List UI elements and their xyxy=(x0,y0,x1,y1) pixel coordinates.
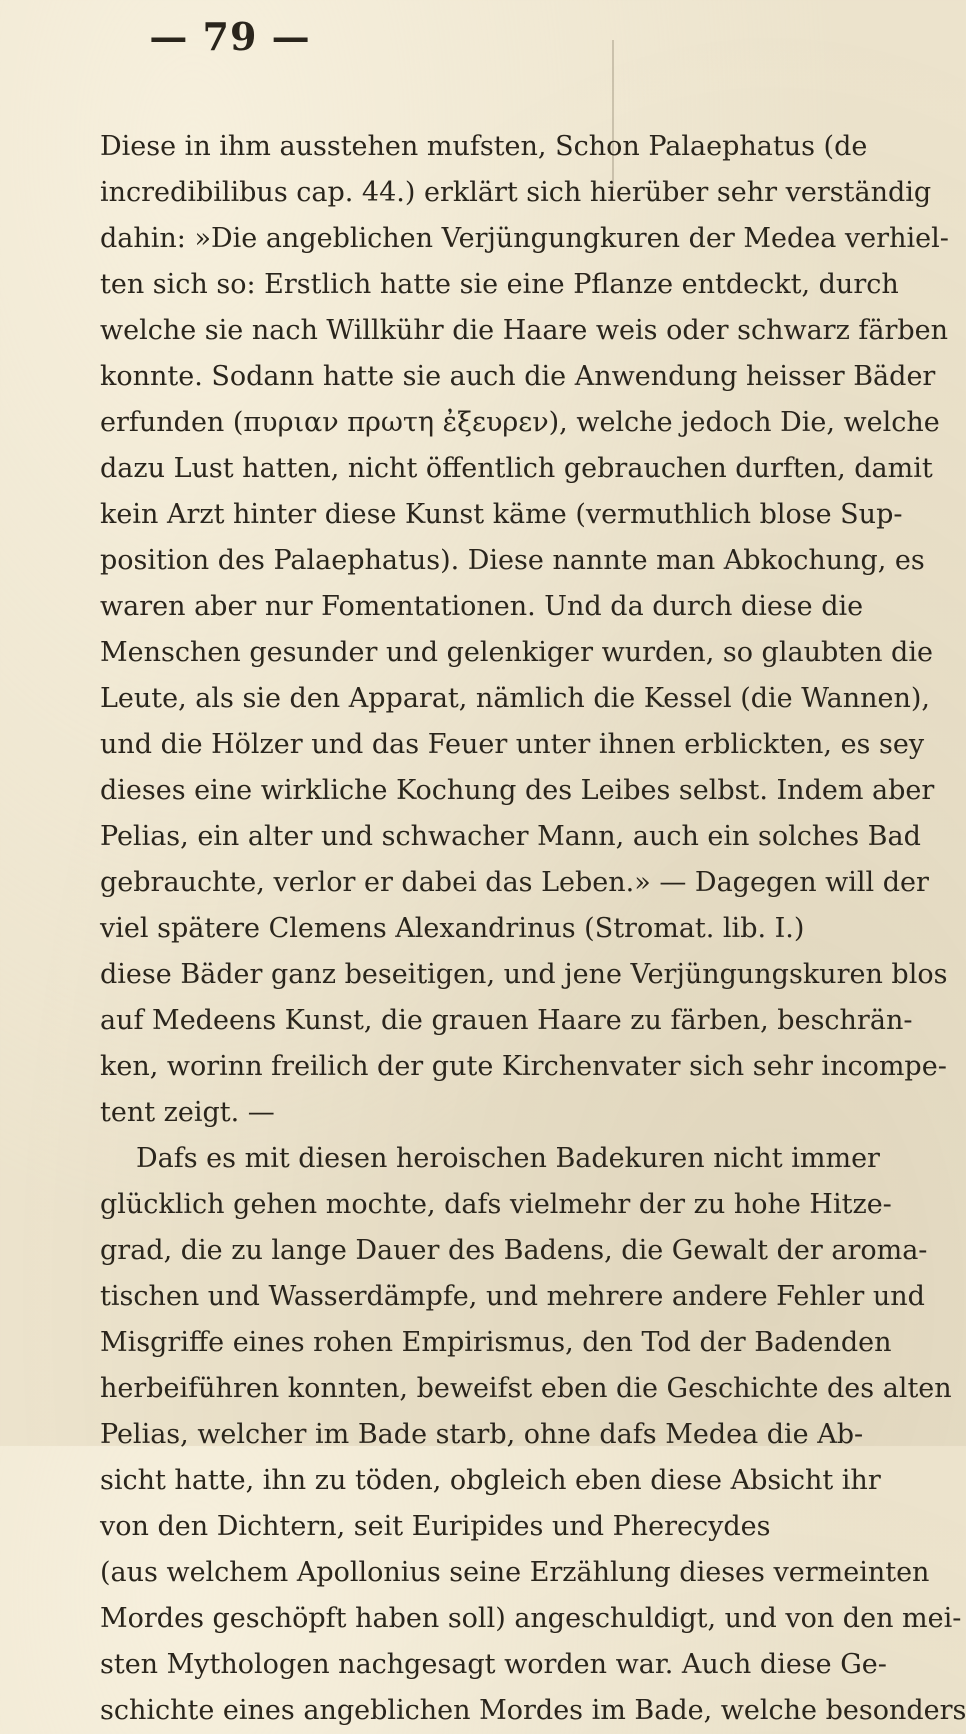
text-line: herbeiführen konnten, beweifst eben die Geschichte des alten xyxy=(100,1373,952,1404)
text-line: schichte eines angeblichen Mordes im Bade, welche besonders xyxy=(100,1695,966,1726)
page-number: — 79 — xyxy=(149,14,311,59)
text-line: von den Dichtern, seit Euripides und Pherecydes xyxy=(100,1511,771,1542)
text-line: Pelias, ein alter und schwacher Mann, auch ein solches Bad xyxy=(100,821,921,852)
text-line: Mordes geschöpft haben soll) angeschuldigt, und von den mei- xyxy=(100,1603,962,1634)
text-line: gebrauchte, verlor er dabei das Leben.» — Dagegen will der xyxy=(100,867,929,898)
text-line: Pelias, welcher im Bade starb, ohne dafs Medea die Ab- xyxy=(100,1419,864,1450)
text-line: dieses eine wirkliche Kochung des Leibes selbst. Indem aber xyxy=(100,775,935,806)
text-line: Leute, als sie den Apparat, nämlich die Kessel (die Wannen), xyxy=(100,683,930,714)
text-line: (aus welchem Apollonius seine Erzählung dieses vermeinten xyxy=(100,1557,930,1588)
text-line: dazu Lust hatten, nicht öffentlich gebrauchen durften, damit xyxy=(100,453,933,484)
text-line: erfunden (πυριαν πρωτη ἐξευρεν), welche jedoch Die, welche xyxy=(100,407,940,438)
body-text xyxy=(100,124,966,1734)
text-line: ken, worinn freilich der gute Kirchenvater sich sehr incompe- xyxy=(100,1051,947,1082)
text-line: kein Arzt hinter diese Kunst käme (vermuthlich blose Sup- xyxy=(100,499,903,530)
text-line: tischen und Wasserdämpfe, und mehrere andere Fehler und xyxy=(100,1281,925,1312)
text-line: sten Mythologen nachgesagt worden war. Auch diese Ge- xyxy=(100,1649,887,1680)
text-line: Misgriffe eines rohen Empirismus, den Tod der Badenden xyxy=(100,1327,892,1358)
text-line: grad, die zu lange Dauer des Badens, die Gewalt der aroma- xyxy=(100,1235,928,1266)
text-line: viel spätere Clemens Alexandrinus (Stromat. lib. I.) xyxy=(100,913,805,944)
paragraph-start-line: Dafs es mit diesen heroischen Badekuren nicht immer xyxy=(136,1143,880,1174)
text-line: ten sich so: Erstlich hatte sie eine Pflanze entdeckt, durch xyxy=(100,269,899,300)
paragraph-end-line: tent zeigt. — xyxy=(100,1097,275,1128)
text-line: dahin: »Die angeblichen Verjüngungkuren der Medea verhiel- xyxy=(100,223,949,254)
text-line: welche sie nach Willkühr die Haare weis oder schwarz färben xyxy=(100,315,949,346)
text-line: und die Hölzer und das Feuer unter ihnen erblickten, es sey xyxy=(100,729,925,760)
text-line: Diese in ihm ausstehen mufsten, Schon Palaephatus (de xyxy=(100,131,868,162)
text-line: sicht hatte, ihn zu töden, obgleich eben diese Absicht ihr xyxy=(100,1465,881,1496)
text-line: waren aber nur Fomentationen. Und da durch diese die xyxy=(100,591,864,622)
text-line: auf Medeens Kunst, die grauen Haare zu färben, beschrän- xyxy=(100,1005,913,1036)
text-line: position des Palaephatus). Diese nannte man Abkochung, es xyxy=(100,545,925,576)
text-line: Menschen gesunder und gelenkiger wurden, so glaubten die xyxy=(100,637,933,668)
text-line: konnte. Sodann hatte sie auch die Anwendung heisser Bäder xyxy=(100,361,936,392)
text-line: glücklich gehen mochte, dafs vielmehr der zu hohe Hitze- xyxy=(100,1189,892,1220)
text-line: diese Bäder ganz beseitigen, und jene Verjüngungskuren blos xyxy=(100,959,948,990)
text-line: incredibilibus cap. 44.) erklärt sich hierüber sehr verständig xyxy=(100,177,932,208)
